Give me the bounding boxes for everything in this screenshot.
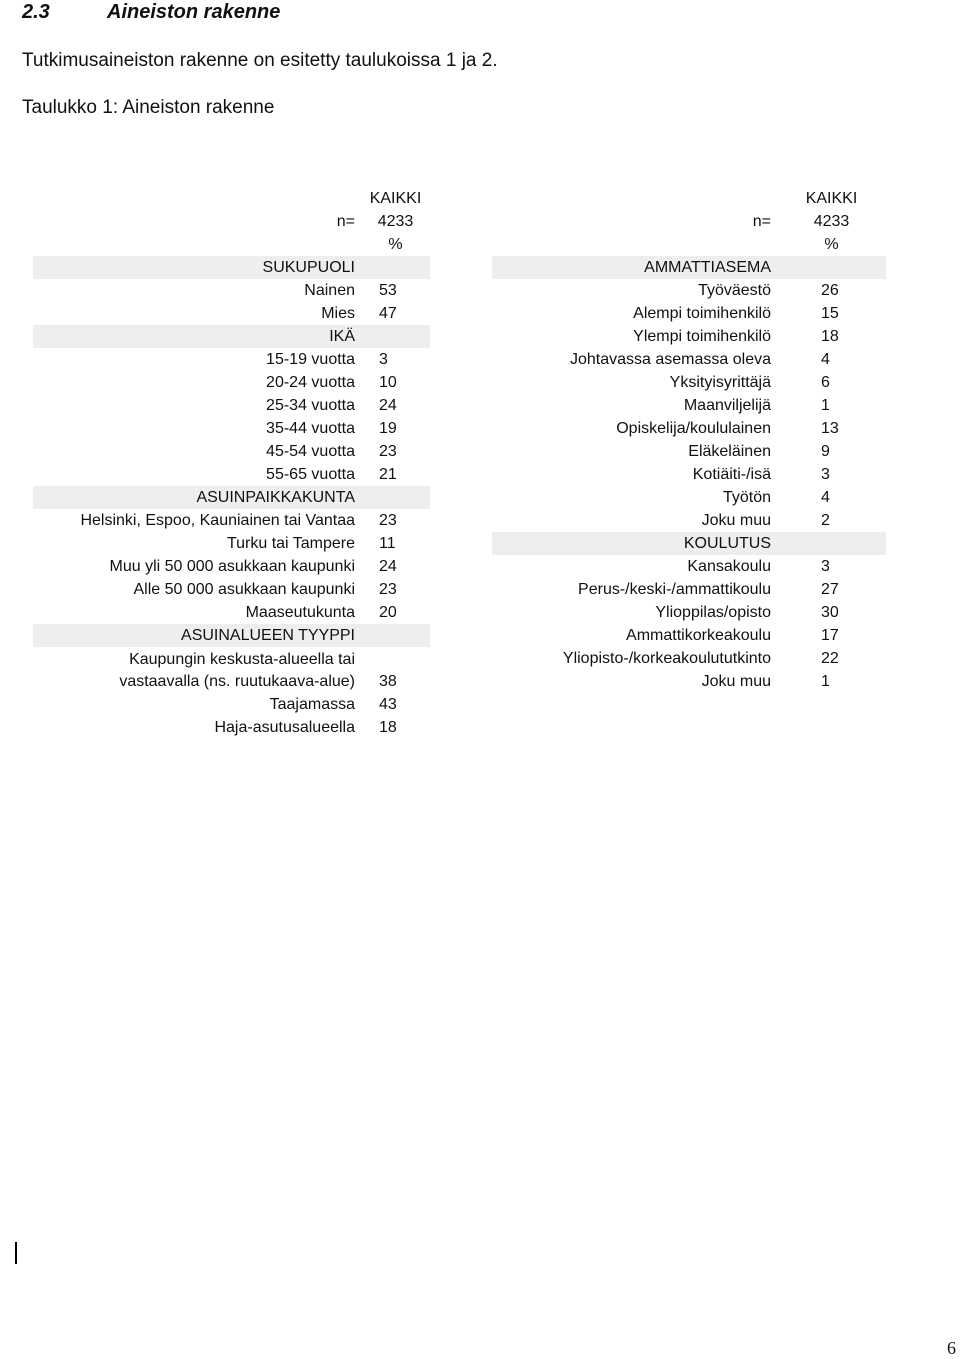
table-row — [492, 394, 886, 417]
row-label: Haja-asutusalueella — [214, 719, 355, 736]
row-value: 17 — [821, 627, 839, 644]
category-row — [492, 532, 886, 555]
row-label: Muu yli 50 000 asukkaan kaupunki — [109, 558, 355, 575]
table-row — [492, 463, 886, 486]
category-label: KOULUTUS — [492, 532, 777, 555]
table-row — [492, 302, 886, 325]
header-row-total — [492, 187, 886, 210]
row-value: 24 — [379, 558, 397, 575]
category-spacer — [777, 532, 886, 555]
row-label: Työtön — [722, 489, 771, 506]
category-label: ASUINPAIKKAKUNTA — [33, 486, 361, 509]
row-value: 3 — [821, 558, 830, 575]
table-row — [492, 440, 886, 463]
row-value: 23 — [379, 581, 397, 598]
row-value: 47 — [379, 305, 397, 322]
row-label: 20-24 vuotta — [266, 374, 355, 391]
row-label: Taajamassa — [269, 696, 355, 713]
row-label: Joku muu — [701, 673, 771, 690]
category-label: ASUINALUEEN TYYPPI — [33, 624, 361, 647]
column-header-total: KAIKKI — [369, 190, 422, 207]
row-label: Perus-/keski-/ammattikoulu — [578, 581, 771, 598]
row-value: 30 — [821, 604, 839, 621]
header-spacer — [33, 187, 361, 210]
n-label: n= — [336, 213, 355, 230]
row-value: 1 — [821, 397, 830, 414]
row-label: 35-44 vuotta — [266, 420, 355, 437]
table-row — [492, 647, 886, 670]
table-row — [33, 716, 430, 739]
page-number: 6 — [947, 1338, 956, 1358]
text-cursor-mark — [15, 1242, 17, 1264]
table-row — [33, 279, 430, 302]
category-label: IKÄ — [33, 325, 361, 348]
row-label — [33, 647, 361, 693]
column-header-total: KAIKKI — [805, 190, 858, 207]
structure-table-left — [33, 187, 430, 739]
row-value: 4 — [821, 489, 830, 506]
row-value: 43 — [379, 696, 397, 713]
table-row — [33, 647, 430, 693]
table-row — [492, 371, 886, 394]
table-row — [492, 670, 886, 693]
header-row-n — [33, 210, 430, 233]
row-label: Opiskelija/koululainen — [616, 420, 771, 437]
header-spacer — [33, 233, 361, 256]
row-label: Joku muu — [701, 512, 771, 529]
row-label: 25-34 vuotta — [266, 397, 355, 414]
table-row — [492, 486, 886, 509]
row-value: 24 — [379, 397, 397, 414]
header-row-unit — [492, 233, 886, 256]
table-row — [33, 601, 430, 624]
category-label: AMMATTIASEMA — [492, 256, 777, 279]
table-row — [33, 371, 430, 394]
table-row — [33, 417, 430, 440]
row-label: Alempi toimihenkilö — [633, 305, 771, 322]
row-value: 10 — [379, 374, 397, 391]
category-spacer — [361, 624, 430, 647]
unit-label: % — [824, 236, 839, 253]
row-label: Maaseutukunta — [245, 604, 355, 621]
row-label: Työväestö — [698, 282, 771, 299]
row-value: 13 — [821, 420, 839, 437]
category-row — [492, 256, 886, 279]
table-row — [492, 279, 886, 302]
row-value: 9 — [821, 443, 830, 460]
table-row — [492, 348, 886, 371]
header-spacer — [492, 233, 777, 256]
header-spacer — [492, 187, 777, 210]
row-label: Kotiäiti-/isä — [692, 466, 771, 483]
header-row-n — [492, 210, 886, 233]
row-label-line: Kaupungin keskusta-alueella tai — [129, 651, 355, 668]
category-label: SUKUPUOLI — [33, 256, 361, 279]
row-label: 55-65 vuotta — [266, 466, 355, 483]
row-value: 38 — [379, 673, 397, 690]
row-value: 19 — [379, 420, 397, 437]
row-label: Mies — [321, 305, 355, 322]
row-label: Turku tai Tampere — [226, 535, 355, 552]
row-label: 15-19 vuotta — [266, 351, 355, 368]
intro-text: Tutkimusaineiston rakenne on esitetty taulukoissa 1 ja 2. — [22, 50, 498, 71]
table-row — [492, 624, 886, 647]
header-row-unit — [33, 233, 430, 256]
category-spacer — [361, 325, 430, 348]
table-caption: Taulukko 1: Aineiston rakenne — [22, 97, 275, 118]
row-value: 6 — [821, 374, 830, 391]
row-value: 11 — [379, 535, 396, 552]
table-row — [33, 693, 430, 716]
row-value: 23 — [379, 512, 397, 529]
table-row — [33, 532, 430, 555]
table-row — [33, 440, 430, 463]
row-label-line: vastaavalla (ns. ruutukaava-alue) — [119, 673, 355, 690]
row-value: 3 — [379, 351, 388, 368]
category-spacer — [361, 486, 430, 509]
row-value: 26 — [821, 282, 839, 299]
table-row — [492, 509, 886, 532]
row-label: Maanviljelijä — [683, 397, 771, 414]
category-spacer — [777, 256, 886, 279]
section-heading — [22, 0, 280, 24]
n-label: n= — [752, 213, 771, 230]
row-value: 21 — [379, 466, 397, 483]
table-row — [33, 555, 430, 578]
table-row — [33, 578, 430, 601]
table-row — [492, 555, 886, 578]
row-label: Johtavassa asemassa oleva — [570, 351, 771, 368]
row-value: 53 — [379, 282, 397, 299]
n-value: 4233 — [813, 213, 850, 230]
row-label: 45-54 vuotta — [266, 443, 355, 460]
category-spacer — [361, 256, 430, 279]
row-label: Alle 50 000 asukkaan kaupunki — [133, 581, 355, 598]
table-row — [33, 394, 430, 417]
row-value: 4 — [821, 351, 830, 368]
section-number: 2.3 — [22, 1, 50, 23]
row-value: 15 — [821, 305, 839, 322]
row-label: Yksityisyrittäjä — [669, 374, 771, 391]
row-value: 1 — [821, 673, 830, 690]
row-label: Nainen — [304, 282, 355, 299]
row-label: Yliopisto-/korkeakoulututkinto — [562, 650, 771, 667]
n-value: 4233 — [377, 213, 414, 230]
table-row — [33, 348, 430, 371]
row-value: 2 — [821, 512, 830, 529]
table-row — [33, 302, 430, 325]
row-value: 18 — [379, 719, 397, 736]
table-row — [492, 325, 886, 348]
table-row — [492, 601, 886, 624]
unit-label: % — [388, 236, 403, 253]
row-value: 3 — [821, 466, 830, 483]
category-row — [33, 624, 430, 647]
row-label: Kansakoulu — [687, 558, 771, 575]
row-value: 23 — [379, 443, 397, 460]
row-label: Eläkeläinen — [688, 443, 771, 460]
row-label: Ammattikorkeakoulu — [626, 627, 771, 644]
row-value: 20 — [379, 604, 397, 621]
section-title: Aineiston rakenne — [107, 1, 281, 23]
category-row — [33, 325, 430, 348]
row-value: 18 — [821, 328, 839, 345]
row-value: 27 — [821, 581, 839, 598]
table-row — [33, 509, 430, 532]
table-row — [492, 417, 886, 440]
row-label: Helsinki, Espoo, Kauniainen tai Vantaa — [80, 512, 355, 529]
structure-table-right — [492, 187, 886, 693]
category-row — [33, 256, 430, 279]
row-value: 22 — [821, 650, 839, 667]
row-label: Ylempi toimihenkilö — [633, 328, 771, 345]
row-label: Ylioppilas/opisto — [655, 604, 771, 621]
table-row — [492, 578, 886, 601]
header-row-total — [33, 187, 430, 210]
category-row — [33, 486, 430, 509]
table-row — [33, 463, 430, 486]
